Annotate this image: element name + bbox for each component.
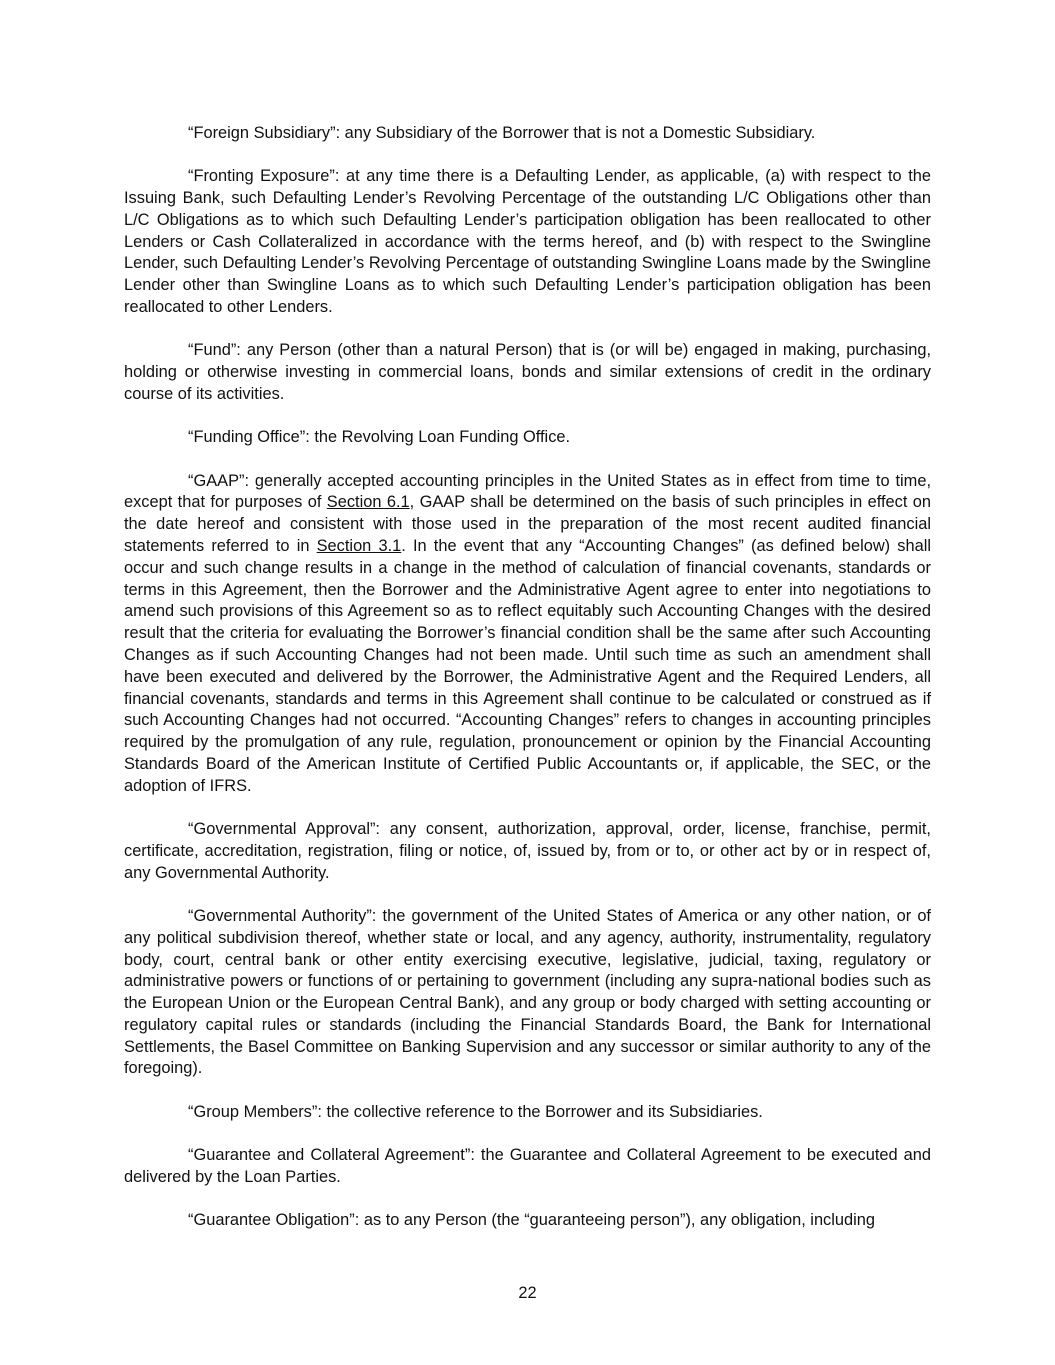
definition-fund <box>124 340 931 405</box>
definition-text: “Guarantee Obligation”: as to any Person (the “guaranteeing person”), any obligation, including <box>188 1211 875 1230</box>
definition-text: “Group Members”: the collective reference to the Borrower and its Subsidiaries. <box>188 1102 763 1121</box>
definition-text: “Fronting Exposure”: at any time there is a Defaulting Lender, as applicable, (a) with respect to the Issuing Bank, such Defaulting Lender’s Revolving Percentage of the outstanding L/C Obligations other than L/C Obligations as to which such Defaulting Lender’s participation obligation has been reallocated to other Lenders or Cash Collateralized in accordance with the terms hereof, and (b) with respect to the Swingline Lender, such Defaulting Lender’s Revolving Percentage of outstanding Swingline Loans made by the Swingline Lender other than Swingline Loans as to which such Defaulting Lender’s participation obligation has been reallocated to other Lenders. <box>124 167 931 317</box>
definition-text: “Funding Office”: the Revolving Loan Funding Office. <box>188 428 571 447</box>
definition-text: “Guarantee and Collateral Agreement”: the Guarantee and Collateral Agreement to be executed and delivered by the Loan Parties. <box>124 1146 931 1186</box>
definition-text: . In the event that any “Accounting Changes” (as defined below) shall occur and such change results in a change in the method of calculation of financial covenants, standards or terms in this Agreement, then the Borrower and the Administrative Agent agree to enter into negotiations to amend such provisions of this Agreement so as to reflect equitably such Accounting Changes with the desired result that the criteria for evaluating the Borrower’s financial condition shall be the same after such Accounting Changes as if such Accounting Changes had not been made. Until such time as such an amendment shall have been executed and delivered by the Borrower, the Administrative Agent and the Required Lenders, all financial covenants, standards and terms in this Agreement shall continue to be calculated or construed as if such Accounting Changes had not occurred. “Accounting Changes” refers to changes in accounting principles required by the promulgation of any rule, regulation, pronouncement or opinion by the Financial Accounting Standards Board of the American Institute of Certified Public Accountants or, if applicable, the SEC, or the adoption of IFRS. <box>124 536 932 795</box>
definition-text: “Governmental Authority”: the government of the United States of America or any other nation, or of any political subdivision thereof, whether state or local, and any agency, authority, instrumentality, regulatory body, court, central bank or other entity exercising executive, legislative, judicial, taxing, regulatory or administrative powers or functions of or pertaining to government (including any supra-national bodies such as the European Union or the European Central Bank), and any group or body charged with setting accounting or regulatory capital rules or standards (including the Financial Standards Board, the Bank for International Settlements, the Basel Committee on Banking Supervision and any successor or similar authority to any of the foregoing). <box>124 906 931 1078</box>
section-reference-link[interactable]: Section 3.1 <box>316 536 402 555</box>
definition-gaap <box>124 471 931 798</box>
definition-text: “GAAP”: generally accepted accounting principles in the United States as in effect from time to time, except that for purposes of <box>124 471 931 512</box>
definition-text: “Governmental Approval”: any consent, authorization, approval, order, license, franchise, permit, certificate, accreditation, registration, filing or notice, of, issued by, from or to, or other act by or in respect of, any Governmental Authority. <box>124 820 931 882</box>
definition-guarantee-and-collateral-agreement <box>124 1145 931 1189</box>
definition-governmental-approval <box>124 819 931 884</box>
definition-text: , GAAP shall be determined on the basis of such principles in effect on the date hereof and consistent with those used in the preparation of the most recent audited financial statements referred to in <box>124 493 931 555</box>
definition-foreign-subsidiary <box>124 123 931 145</box>
definition-group-members <box>124 1102 931 1124</box>
definition-text: “Fund”: any Person (other than a natural Person) that is (or will be) engaged in making, purchasing, holding or otherwise investing in commercial loans, bonds and similar extensions of credit in the ordinary course of its activities. <box>124 341 931 403</box>
definition-governmental-authority <box>124 906 931 1080</box>
section-reference-link[interactable]: Section 6.1 <box>326 493 410 512</box>
definition-funding-office <box>124 427 931 449</box>
document-body <box>124 123 931 1253</box>
definition-text: “Foreign Subsidiary”: any Subsidiary of the Borrower that is not a Domestic Subsidiary. <box>188 124 816 142</box>
definition-guarantee-obligation <box>124 1210 931 1232</box>
definition-fronting-exposure <box>124 166 931 319</box>
page-number: 22 <box>518 1284 537 1302</box>
